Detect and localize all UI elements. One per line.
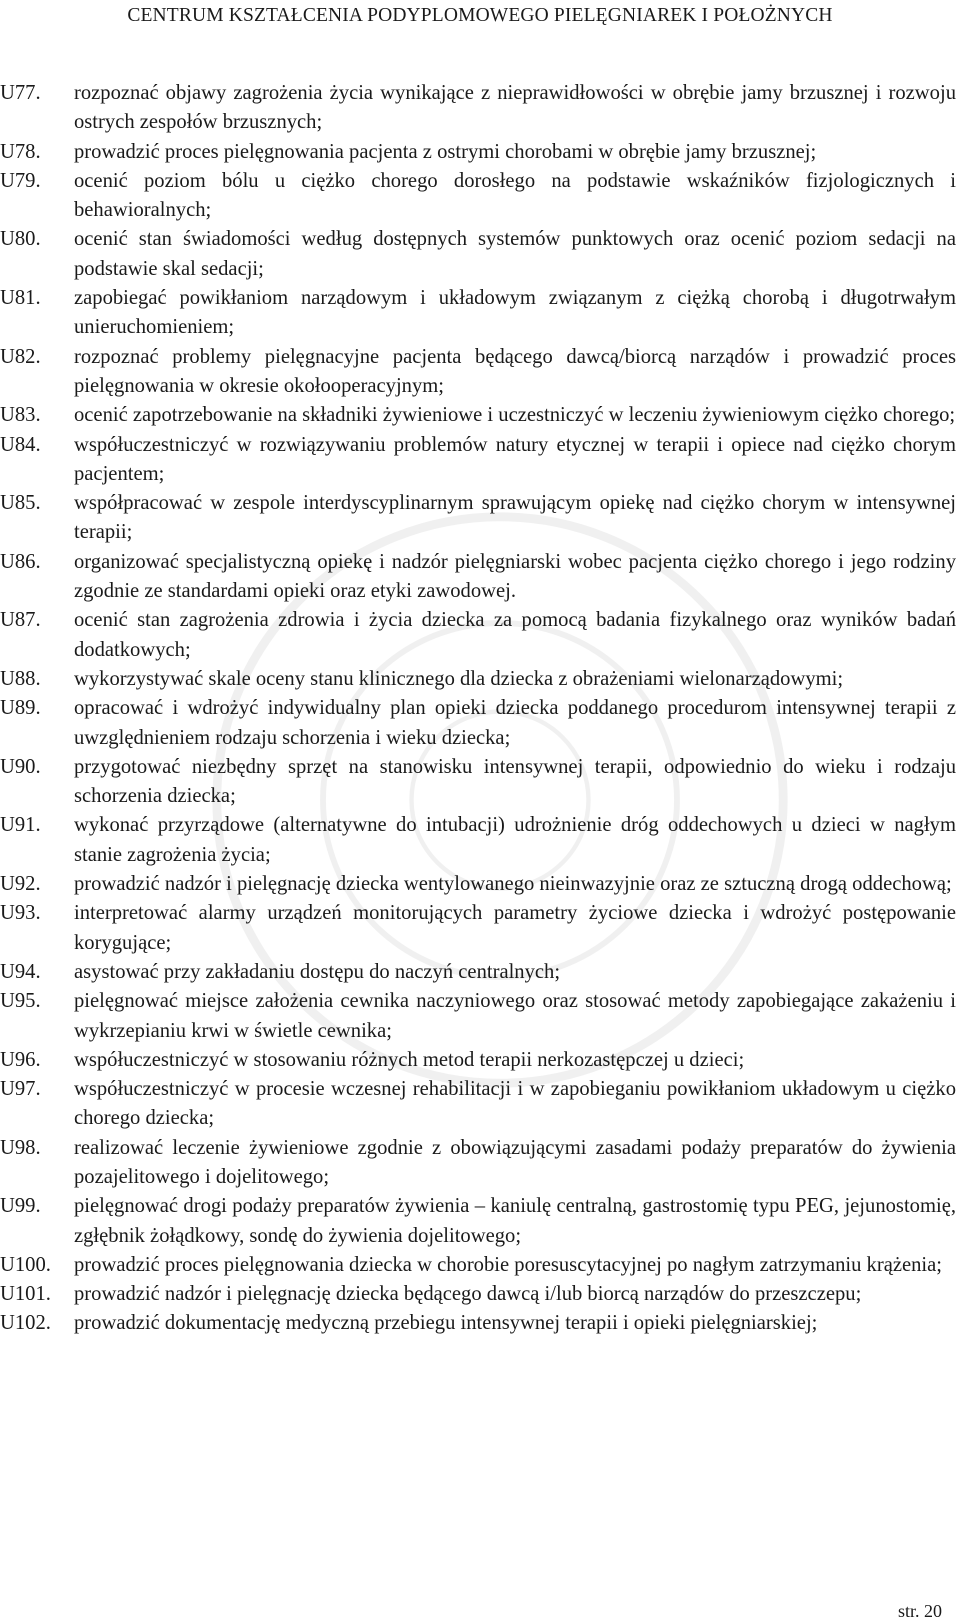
page-number: str. 20: [897, 1601, 942, 1621]
outcome-text: prowadzić proces pielęgnowania dziecka w chorobie poresuscytacyjnej po nagłym zatrzymaniu krążenia;: [74, 1253, 943, 1276]
outcome-item: [0, 1251, 960, 1280]
outcome-text: opracować i wdrożyć indywidualny plan opieki dziecka poddanego procedurom intensywnej terapii z uwzględnieniem rodzaju schorzenia i wieku dziecka;: [74, 697, 956, 749]
outcome-item: [0, 1075, 960, 1134]
outcome-item: [0, 343, 960, 402]
outcome-item: [0, 870, 960, 899]
outcome-item: [0, 1309, 960, 1338]
outcome-text: organizować specjalistyczną opiekę i nadzór pielęgniarski wobec pacjenta ciężko chorego i jego rodziny zgodnie ze standardami opieki oraz etyki zawodowej.: [74, 550, 956, 603]
learning-outcomes-list: [0, 79, 960, 1339]
outcome-text: współuczestniczyć w rozwiązywaniu problemów natury etycznej w terapii i opiece nad ciężko chorym pacjentem;: [74, 433, 956, 485]
outcome-code: U98.: [0, 1136, 41, 1159]
outcome-code: U87.: [0, 609, 41, 632]
outcome-item: [0, 753, 960, 812]
outcome-text: prowadzić nadzór i pielęgnację dziecka będącego dawcą i/lub biorcą narządów do przeszczepu;: [74, 1283, 862, 1306]
outcome-item: [0, 665, 960, 694]
outcome-code: U91.: [0, 814, 41, 837]
outcome-code: U90.: [0, 755, 41, 778]
outcome-item: [0, 138, 960, 167]
outcome-code: U83.: [0, 404, 41, 427]
outcome-code: U97.: [0, 1078, 41, 1101]
outcome-text: prowadzić proces pielęgnowania pacjenta z ostrymi chorobami w obrębie jamy brzusznej;: [74, 140, 817, 163]
outcome-code: U99.: [0, 1195, 41, 1218]
outcome-text: przygotować niezbędny sprzęt na stanowisku intensywnej terapii, odpowiednio do wieku i rodzaju schorzenia dziecka;: [74, 755, 956, 808]
outcome-item: [0, 167, 960, 226]
outcome-code: U94.: [0, 960, 41, 983]
outcome-text: wykonać przyrządowe (alternatywne do intubacji) udrożnienie dróg oddechowych u dzieci w nagłym stanie zagrożenia życia;: [74, 814, 956, 866]
outcome-item: [0, 899, 960, 958]
outcome-code: U102.: [0, 1312, 51, 1335]
outcome-text: ocenić zapotrzebowanie na składniki żywieniowe i uczestniczyć w leczeniu żywieniowym ciężko chorego;: [74, 404, 956, 427]
outcome-code: U84.: [0, 433, 41, 456]
outcome-item: [0, 1046, 960, 1075]
page-header: CENTRUM KSZTAŁCENIA PODYPLOMOWEGO PIELĘGNIAREK I POŁOŻNYCH: [127, 5, 833, 26]
outcome-item: [0, 1134, 960, 1193]
outcome-text: prowadzić nadzór i pielęgnację dziecka wentylowanego nieinwazyjnie oraz ze sztuczną drogą oddechową;: [74, 873, 952, 896]
outcome-code: U86.: [0, 550, 41, 573]
outcome-text: interpretować alarmy urządzeń monitorujących parametry życiowe dziecka i wdrożyć postępowanie korygujące;: [74, 902, 956, 954]
outcome-item: [0, 987, 960, 1046]
outcome-text: współuczestniczyć w procesie wczesnej rehabilitacji i w zapobieganiu powikłaniom układowym u ciężko chorego dziecka;: [74, 1078, 956, 1130]
outcome-item: [0, 958, 960, 987]
outcome-text: pielęgnować drogi podaży preparatów żywienia – kaniulę centralną, gastrostomię typu PEG, jejunostomię, zgłębnik żołądkowy, sondę do żywienia dojelitowego;: [74, 1195, 956, 1247]
outcome-code: U82.: [0, 345, 41, 368]
outcome-text: wykorzystywać skale oceny stanu klinicznego dla dziecka z obrażeniami wielonarządowymi;: [74, 667, 844, 690]
outcome-item: [0, 401, 960, 430]
outcome-item: [0, 284, 960, 343]
outcome-text: pielęgnować miejsce założenia cewnika naczyniowego oraz stosować metody zapobiegające zakażeniu i wykrzepianiu krwi w świetle cewnika;: [74, 990, 956, 1042]
outcome-text: ocenić stan zagrożenia zdrowia i życia dziecka za pomocą badania fizykalnego oraz wyników badań dodatkowych;: [74, 609, 956, 661]
outcome-text: ocenić stan świadomości według dostępnych systemów punktowych oraz ocenić poziom sedacji na podstawie skal sedacji;: [74, 228, 956, 280]
outcome-item: [0, 1192, 960, 1251]
outcome-item: [0, 606, 960, 665]
outcome-code: U92.: [0, 873, 41, 896]
outcome-item: [0, 489, 960, 548]
outcome-code: U93.: [0, 902, 41, 925]
outcome-code: U77.: [0, 82, 41, 104]
outcome-text: współuczestniczyć w stosowaniu różnych metod terapii nerkozastępczej u dzieci;: [74, 1048, 745, 1071]
outcome-text: rozpoznać problemy pielęgnacyjne pacjenta będącego dawcą/biorcą narządów i prowadzić proces pielęgnowania w okresie okołooperacyjnym;: [74, 345, 956, 397]
outcome-item: [0, 694, 960, 753]
outcome-code: U89.: [0, 697, 41, 720]
outcome-code: U88.: [0, 667, 41, 690]
outcome-text: rozpoznać objawy zagrożenia życia wynikające z nieprawidłowości w obrębie jamy brzusznej i rozwoju ostrych zespołów brzusznych;: [74, 82, 956, 134]
outcome-text: zapobiegać powikłaniom narządowym i układowym związanym z ciężką chorobą i długotrwałym unieruchomieniem;: [74, 287, 956, 339]
outcome-code: U81.: [0, 287, 41, 310]
outcome-item: [0, 431, 960, 490]
outcome-code: U78.: [0, 140, 41, 163]
outcome-code: U101.: [0, 1283, 51, 1306]
outcome-item: [0, 1280, 960, 1309]
outcome-text: prowadzić dokumentację medyczną przebiegu intensywnej terapii i opieki pielęgniarskiej;: [74, 1312, 818, 1335]
outcome-item: [0, 548, 960, 607]
outcome-text: ocenić poziom bólu u ciężko chorego dorosłego na podstawie wskaźników fizjologicznych i behawioralnych;: [74, 169, 956, 222]
outcome-item: [0, 225, 960, 284]
outcome-code: U79.: [0, 169, 41, 192]
outcome-code: U95.: [0, 990, 41, 1013]
outcome-text: współpracować w zespole interdyscyplinarnym sprawującym opiekę nad ciężko chorym w intensywnej terapii;: [74, 492, 956, 544]
outcome-item: [0, 79, 960, 138]
outcome-code: U85.: [0, 492, 41, 515]
outcome-code: U96.: [0, 1048, 41, 1071]
outcome-code: U80.: [0, 228, 41, 251]
outcome-text: asystować przy zakładaniu dostępu do naczyń centralnych;: [74, 960, 561, 983]
outcome-item: [0, 811, 960, 870]
outcome-code: U100.: [0, 1253, 51, 1276]
outcome-text: realizować leczenie żywieniowe zgodnie z obowiązującymi zasadami podaży preparatów do żywienia pozajelitowego i dojelitowego;: [74, 1136, 956, 1188]
